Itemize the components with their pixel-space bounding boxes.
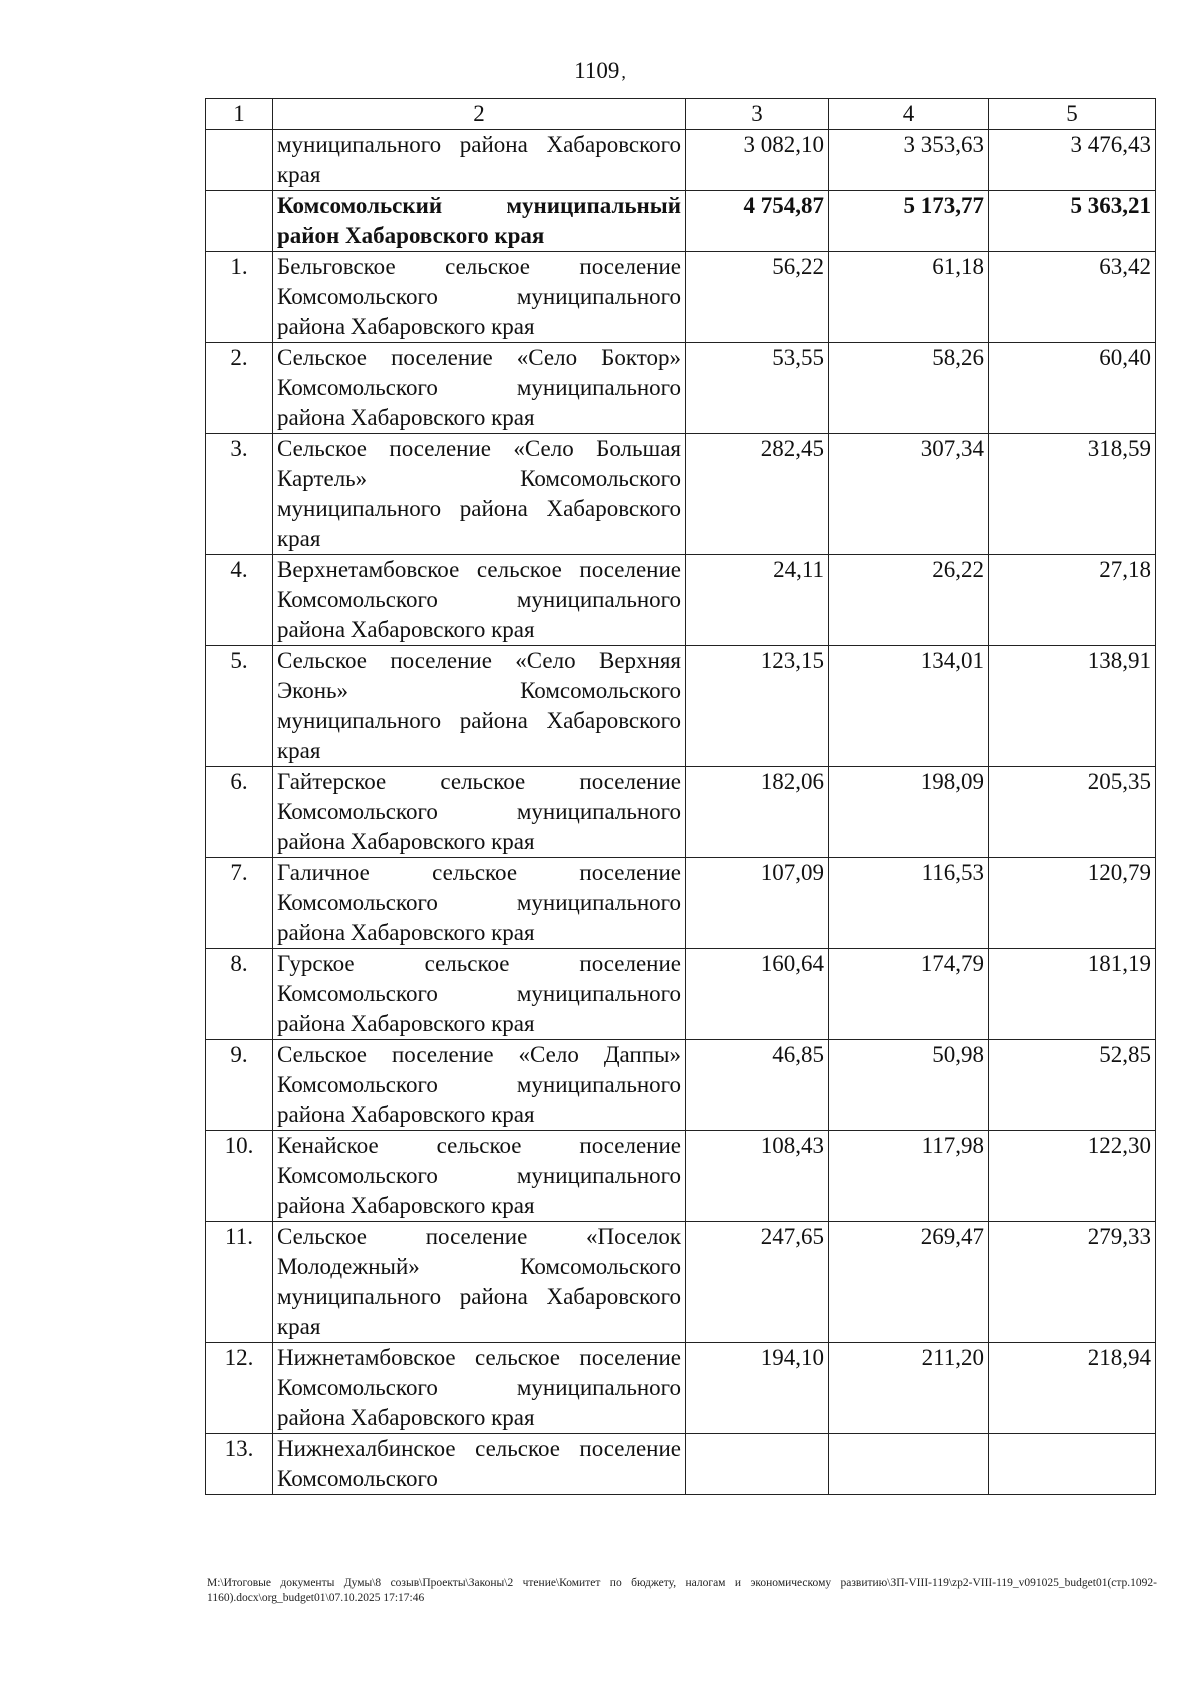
row-value-col4: 174,79: [829, 949, 989, 1040]
row-number: 1.: [206, 252, 273, 343]
row-number: 4.: [206, 555, 273, 646]
row-number: [206, 191, 273, 252]
row-name: Нижнетамбовское сельское поселение Комсомольского муниципального района Хабаровского края: [273, 1343, 686, 1434]
row-value-col4: 307,34: [829, 434, 989, 555]
row-value-col3: 24,11: [686, 555, 829, 646]
row-name: Сельское поселение «Поселок Молодежный» Комсомольского муниципального района Хабаровского края: [273, 1222, 686, 1343]
row-name: Сельское поселение «Село Даппы» Комсомольского муниципального района Хабаровского края: [273, 1040, 686, 1131]
row-name: Сельское поселение «Село Большая Картель» Комсомольского муниципального района Хабаровского края: [273, 434, 686, 555]
header-col-2: 2: [273, 99, 686, 130]
row-number: 11.: [206, 1222, 273, 1343]
row-value-col4: 117,98: [829, 1131, 989, 1222]
row-value-col3: 160,64: [686, 949, 829, 1040]
row-name: Галичное сельское поселение Комсомольского муниципального района Хабаровского края: [273, 858, 686, 949]
row-value-col4: 50,98: [829, 1040, 989, 1131]
row-number: 8.: [206, 949, 273, 1040]
table-row: [206, 555, 1156, 646]
row-value-col5: 63,42: [989, 252, 1156, 343]
row-value-col5: 120,79: [989, 858, 1156, 949]
row-value-col5: 318,59: [989, 434, 1156, 555]
row-value-col3: 56,22: [686, 252, 829, 343]
row-value-col4: 198,09: [829, 767, 989, 858]
row-name: Кенайское сельское поселение Комсомольского муниципального района Хабаровского края: [273, 1131, 686, 1222]
row-value-col5: 52,85: [989, 1040, 1156, 1131]
row-name: Гурское сельское поселение Комсомольского муниципального района Хабаровского края: [273, 949, 686, 1040]
row-name: Бельговское сельское поселение Комсомольского муниципального района Хабаровского края: [273, 252, 686, 343]
table-row: [206, 434, 1156, 555]
row-value-col5: 27,18: [989, 555, 1156, 646]
row-name: Комсомольский муниципальный район Хабаровского края: [273, 191, 686, 252]
row-value-col3: 108,43: [686, 1131, 829, 1222]
table-row-total: [206, 191, 1156, 252]
row-value-col5: 122,30: [989, 1131, 1156, 1222]
table-row: [206, 130, 1156, 191]
row-name: Сельское поселение «Село Верхняя Эконь» Комсомольского муниципального района Хабаровского края: [273, 646, 686, 767]
row-value-col3: 46,85: [686, 1040, 829, 1131]
row-name: муниципального района Хабаровского края: [273, 130, 686, 191]
row-value-col5: 3 476,43: [989, 130, 1156, 191]
row-name: Гайтерское сельское поселение Комсомольского муниципального района Хабаровского края: [273, 767, 686, 858]
page-number-text: 1109: [574, 58, 620, 83]
budget-table-body: [206, 99, 1156, 1495]
row-value-col5: 138,91: [989, 646, 1156, 767]
row-value-col3: 282,45: [686, 434, 829, 555]
table-row: [206, 949, 1156, 1040]
budget-table: [205, 98, 1156, 1495]
row-number: 13.: [206, 1434, 273, 1495]
row-value-col3: 3 082,10: [686, 130, 829, 191]
table-row: [206, 1222, 1156, 1343]
row-value-col3: 247,65: [686, 1222, 829, 1343]
table-header-row: [206, 99, 1156, 130]
row-name: Верхнетамбовское сельское поселение Комсомольского муниципального района Хабаровского края: [273, 555, 686, 646]
row-number: 2.: [206, 343, 273, 434]
row-number: [206, 130, 273, 191]
row-value-col4: 5 173,77: [829, 191, 989, 252]
row-value-col3: 4 754,87: [686, 191, 829, 252]
header-col-5: 5: [989, 99, 1156, 130]
table-row: [206, 858, 1156, 949]
row-value-col4: 116,53: [829, 858, 989, 949]
row-number: 10.: [206, 1131, 273, 1222]
row-value-col5: 60,40: [989, 343, 1156, 434]
header-col-4: 4: [829, 99, 989, 130]
row-value-col4: 3 353,63: [829, 130, 989, 191]
row-value-col4: 58,26: [829, 343, 989, 434]
row-value-col4: 211,20: [829, 1343, 989, 1434]
row-value-col3: 123,15: [686, 646, 829, 767]
row-number: 6.: [206, 767, 273, 858]
row-value-col4: 61,18: [829, 252, 989, 343]
header-col-3: 3: [686, 99, 829, 130]
row-number: 7.: [206, 858, 273, 949]
row-value-col5: 218,94: [989, 1343, 1156, 1434]
footer-file-path: M:\Итоговые документы Думы\8 созыв\Проекты\Законы\2 чтение\Комитет по бюджету, налогам и экономическому развитию\ЗП-VIII-119\zp2-VIII-119_v091025_budget01(стр.1092-1160).docx\org_budget01\07.10.2025 17:17:46: [207, 1577, 1157, 1604]
row-value-col4: [829, 1434, 989, 1495]
page-number: [0, 58, 1200, 84]
row-number: 3.: [206, 434, 273, 555]
table-row: [206, 767, 1156, 858]
row-value-col3: 53,55: [686, 343, 829, 434]
row-number: 5.: [206, 646, 273, 767]
row-value-col4: 134,01: [829, 646, 989, 767]
row-name: Сельское поселение «Село Боктор» Комсомольского муниципального района Хабаровского края: [273, 343, 686, 434]
row-name: Нижнехалбинское сельское поселение Комсомольского: [273, 1434, 686, 1495]
table-row: [206, 1131, 1156, 1222]
row-value-col4: 269,47: [829, 1222, 989, 1343]
row-value-col3: 107,09: [686, 858, 829, 949]
page-mark: ,: [621, 62, 626, 82]
row-number: 9.: [206, 1040, 273, 1131]
row-value-col3: [686, 1434, 829, 1495]
header-col-1: 1: [206, 99, 273, 130]
table-row: [206, 1343, 1156, 1434]
table-row: [206, 343, 1156, 434]
table-row: [206, 1434, 1156, 1495]
row-value-col3: 182,06: [686, 767, 829, 858]
row-value-col4: 26,22: [829, 555, 989, 646]
row-value-col5: 5 363,21: [989, 191, 1156, 252]
table-row: [206, 252, 1156, 343]
row-number: 12.: [206, 1343, 273, 1434]
row-value-col5: 205,35: [989, 767, 1156, 858]
table-row: [206, 1040, 1156, 1131]
row-value-col5: 181,19: [989, 949, 1156, 1040]
row-value-col5: 279,33: [989, 1222, 1156, 1343]
row-value-col3: 194,10: [686, 1343, 829, 1434]
table-row: [206, 646, 1156, 767]
row-value-col5: [989, 1434, 1156, 1495]
